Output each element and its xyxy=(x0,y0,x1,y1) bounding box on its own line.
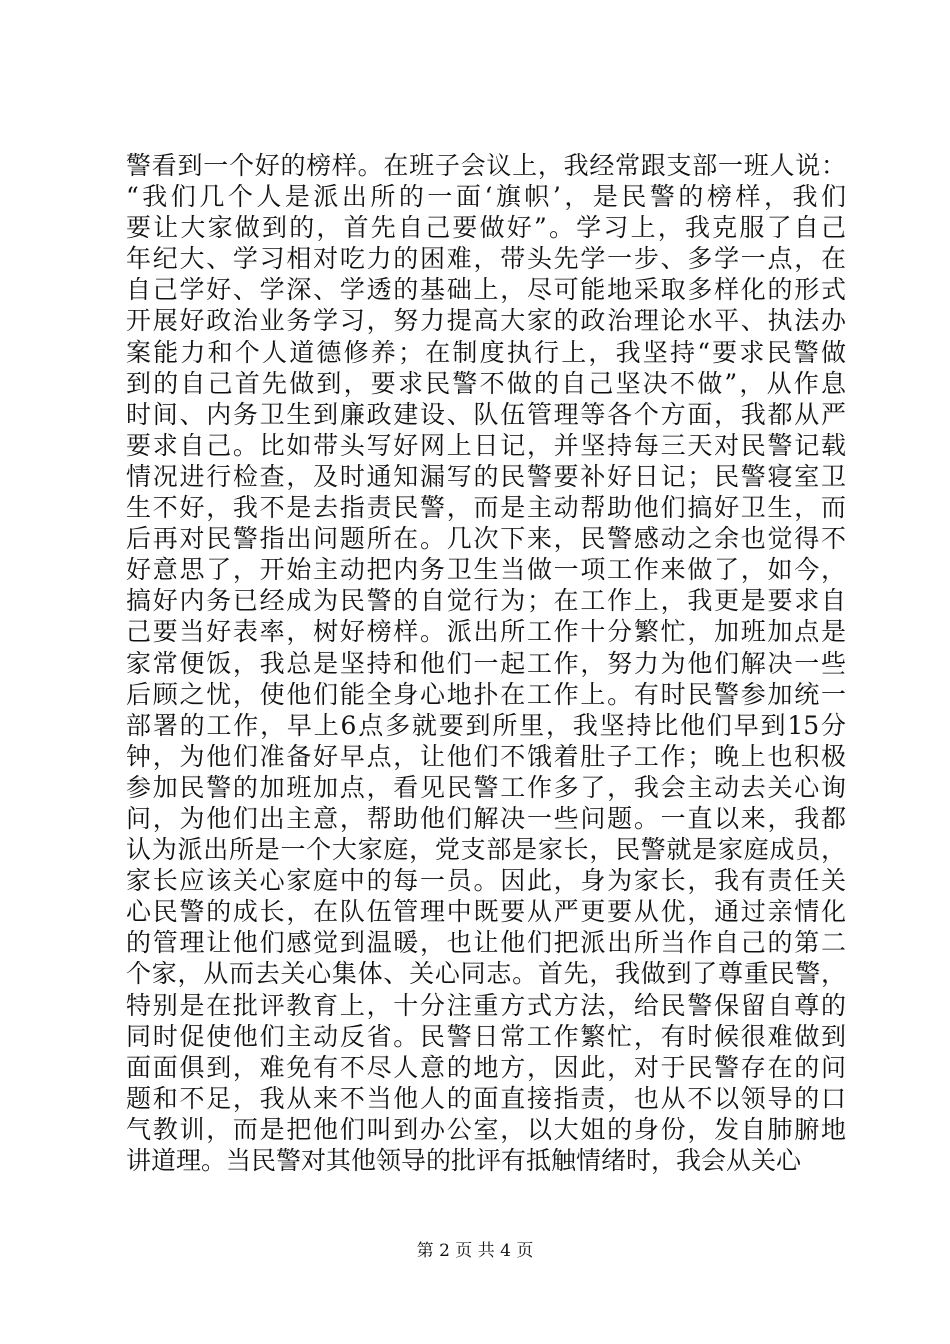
text-line: 警看到一个好的榜样。在班子会议上，我经常跟支部一班人说： xyxy=(126,151,846,180)
text-line: 自己学好、学深、学透的基础上，尽可能地采取多样化的形式 xyxy=(126,275,846,305)
text-line: 要求自己。比如带头写好网上日记，并坚持每三天对民警记载 xyxy=(126,430,846,460)
text-line: 时间、内务卫生到廉政建设、队伍管理等各个方面，我都从严 xyxy=(126,399,846,429)
text-line: 己要当好表率，树好榜样。派出所工作十分繁忙，加班加点是 xyxy=(126,617,846,647)
text-line: 钟，为他们准备好早点，让他们不饿着肚子工作；晚上也积极 xyxy=(126,741,846,771)
text-line: 后再对民警指出问题所在。几次下来，民警感动之余也觉得不 xyxy=(126,524,846,554)
text-line: 同时促使他们主动反省。民警日常工作繁忙，有时候很难做到 xyxy=(126,1021,846,1051)
text-line: 气教训，而是把他们叫到办公室，以大姐的身份，发自肺腑地 xyxy=(126,1114,846,1144)
text-line: 情况进行检查，及时通知漏写的民警要补好日记；民警寝室卫 xyxy=(126,461,846,491)
text-line: 讲道理。当民警对其他领导的批评有抵触情绪时，我会从关心 xyxy=(126,1146,802,1175)
page-number-footer: 第 2 页 共 4 页 xyxy=(416,1241,534,1261)
text-line: 个家，从而去关心集体、关心同志。首先，我做到了尊重民警， xyxy=(126,959,846,989)
text-line: 年纪大、学习相对吃力的困难，带头先学一步、多学一点，在 xyxy=(126,244,846,274)
text-line: 特别是在批评教育上，十分注重方式方法，给民警保留自尊的 xyxy=(126,990,846,1020)
text-line: 部署的工作，早上6点多就要到所里，我坚持比他们早到15分 xyxy=(126,710,846,740)
text-line: 认为派出所是一个大家庭，党支部是家长，民警就是家庭成员， xyxy=(126,835,846,865)
text-line: 后顾之忧，使他们能全身心地扑在工作上。有时民警参加统一 xyxy=(126,679,846,709)
body-text xyxy=(126,150,846,1176)
text-line: 好意思了，开始主动把内务卫生当做一项工作来做了，如今， xyxy=(126,555,846,585)
text-line: 开展好政治业务学习，努力提高大家的政治理论水平、执法办 xyxy=(126,306,846,336)
text-line: 家常便饭，我总是坚持和他们一起工作，努力为他们解决一些 xyxy=(126,648,846,678)
text-line: 案能力和个人道德修养；在制度执行上，我坚持“要求民警做 xyxy=(126,337,846,367)
text-line: 搞好内务已经成为民警的自觉行为；在工作上，我更是要求自 xyxy=(126,586,846,616)
text-line: 题和不足，我从来不当他人的面直接指责，也从不以领导的口 xyxy=(126,1083,846,1113)
text-line: 到的自己首先做到，要求民警不做的自己坚决不做”，从作息 xyxy=(126,368,846,398)
text-line: 要让大家做到的，首先自己要做好”。学习上，我克服了自己 xyxy=(126,213,846,243)
text-line: 面面俱到，难免有不尽人意的地方，因此，对于民警存在的问 xyxy=(126,1052,846,1082)
text-line: 生不好，我不是去指责民警，而是主动帮助他们搞好卫生，而 xyxy=(126,493,846,523)
text-line: 问，为他们出主意，帮助他们解决一些问题。一直以来，我都 xyxy=(126,803,846,833)
text-line: 参加民警的加班加点，看见民警工作多了，我会主动去关心询 xyxy=(126,772,846,802)
text-line: “我们几个人是派出所的一面‘旗帜’，是民警的榜样，我们 xyxy=(126,182,846,212)
text-line: 家长应该关心家庭中的每一员。因此，身为家长，我有责任关 xyxy=(126,866,846,896)
text-line: 心民警的成长，在队伍管理中既要从严更要从优，通过亲情化 xyxy=(126,897,846,927)
text-line: 的管理让他们感觉到温暖，也让他们把派出所当作自己的第二 xyxy=(126,928,846,958)
